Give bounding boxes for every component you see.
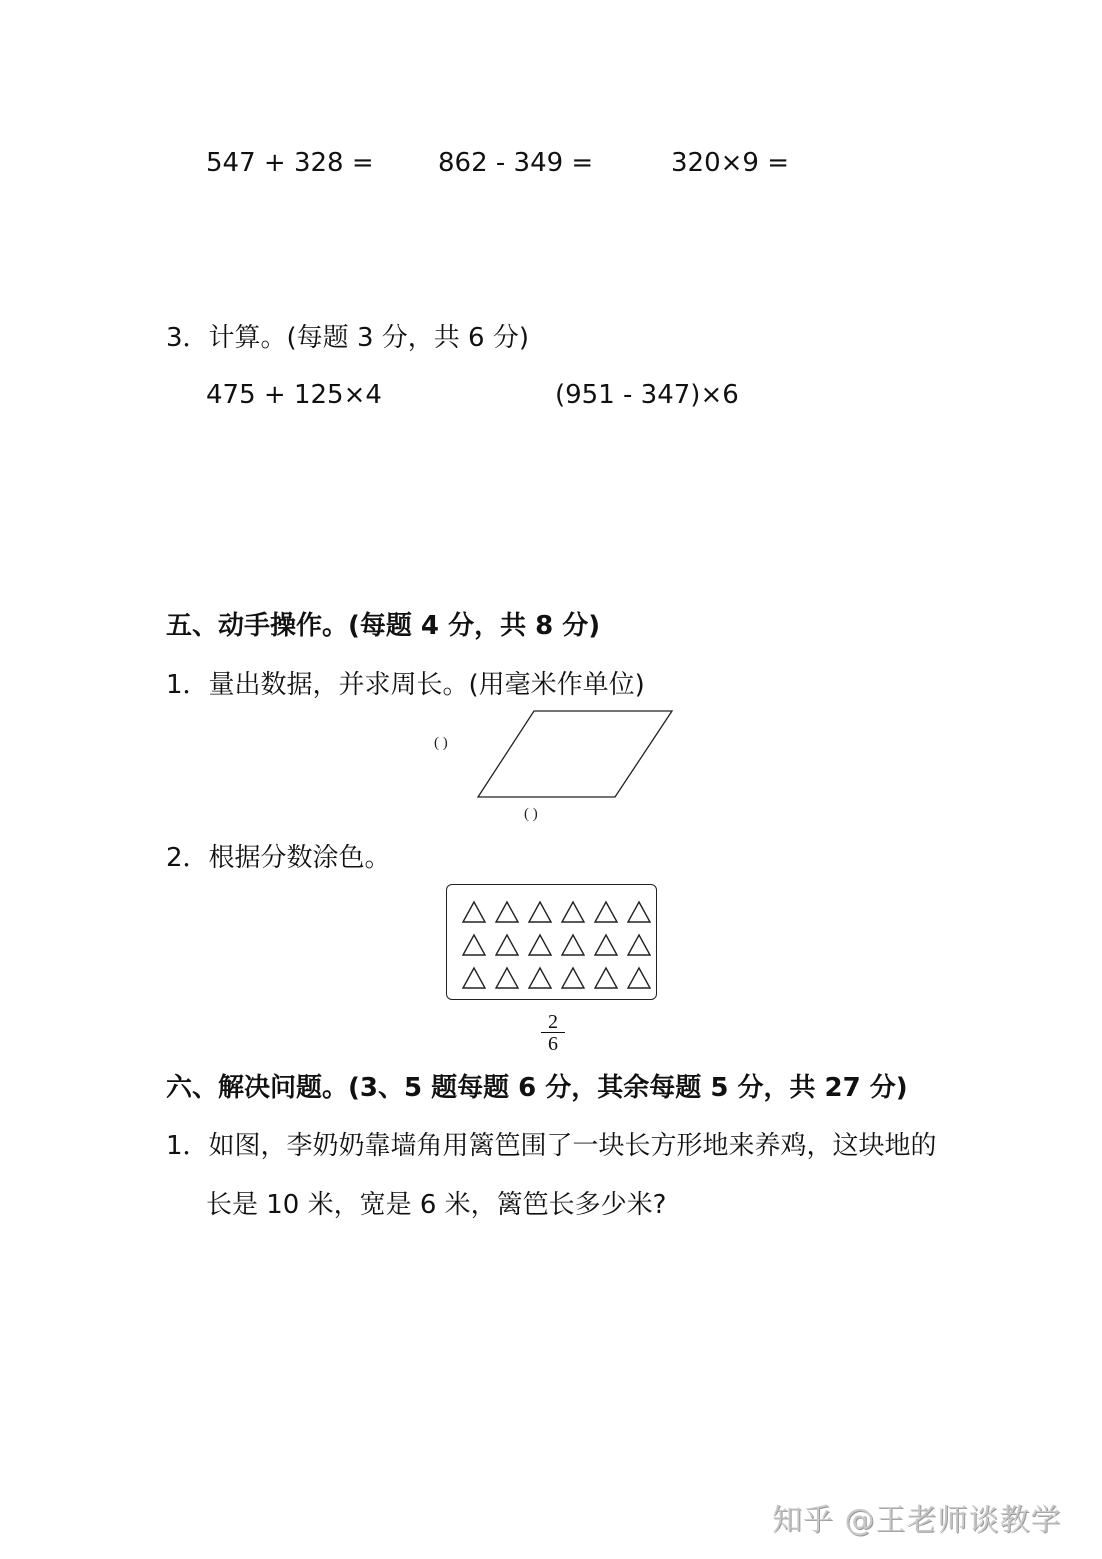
triangle-icon[interactable] xyxy=(622,895,655,928)
triangle-icon[interactable] xyxy=(490,961,523,994)
triangle-icon[interactable] xyxy=(490,895,523,928)
parallelogram-figure xyxy=(470,705,680,805)
triangle-icon[interactable] xyxy=(457,928,490,961)
triangle-icon[interactable] xyxy=(457,961,490,994)
triangle-icon[interactable] xyxy=(556,928,589,961)
triangle-icon[interactable] xyxy=(622,961,655,994)
triangle-icon[interactable] xyxy=(523,895,556,928)
triangle-icon[interactable] xyxy=(523,928,556,961)
calc-item-3: 320×9 = xyxy=(671,148,790,178)
section-6-q1-line2: 长是 10 米，宽是 6 米，篱笆长多少米? xyxy=(206,1190,667,1220)
section-5-title: 五、动手操作。(每题 4 分，共 8 分) xyxy=(166,611,601,641)
triangle-icon[interactable] xyxy=(556,895,589,928)
section-6-q1-line1: 1．如图，李奶奶靠墙角用篱笆围了一块长方形地来养鸡，这块地的 xyxy=(166,1131,937,1161)
question-3-item-2: (951 - 347)×6 xyxy=(555,380,739,410)
triangle-icon[interactable] xyxy=(589,928,622,961)
watermark: 知乎 @王老师谈教学 xyxy=(772,1503,1062,1538)
calc-item-1: 547 + 328 = xyxy=(206,148,374,178)
section-5-q2-label: 2．根据分数涂色。 xyxy=(166,843,391,873)
triangle-icon[interactable] xyxy=(589,895,622,928)
triangle-icon[interactable] xyxy=(556,961,589,994)
side-length-blank[interactable]: ( ) xyxy=(434,735,448,751)
triangle-grid-box xyxy=(446,884,657,1000)
fraction xyxy=(541,1012,565,1055)
section-6-title: 六、解决问题。(3、5 题每题 6 分，其余每题 5 分，共 27 分) xyxy=(166,1073,908,1103)
bottom-length-blank[interactable]: ( ) xyxy=(524,806,538,822)
triangle-icon[interactable] xyxy=(490,928,523,961)
question-3-label: 3．计算。(每题 3 分，共 6 分) xyxy=(166,323,529,353)
triangle-icon[interactable] xyxy=(523,961,556,994)
section-5-q1-label: 1．量出数据，并求周长。(用毫米作单位) xyxy=(166,670,645,700)
calc-item-2: 862 - 349 = xyxy=(438,148,594,178)
triangle-icon[interactable] xyxy=(622,928,655,961)
triangle-grid xyxy=(447,885,656,994)
triangle-icon[interactable] xyxy=(589,961,622,994)
fraction-numerator: 2 xyxy=(541,1012,565,1033)
triangle-icon[interactable] xyxy=(457,895,490,928)
fraction-denominator: 6 xyxy=(548,1033,558,1055)
question-3-item-1: 475 + 125×4 xyxy=(206,380,382,410)
